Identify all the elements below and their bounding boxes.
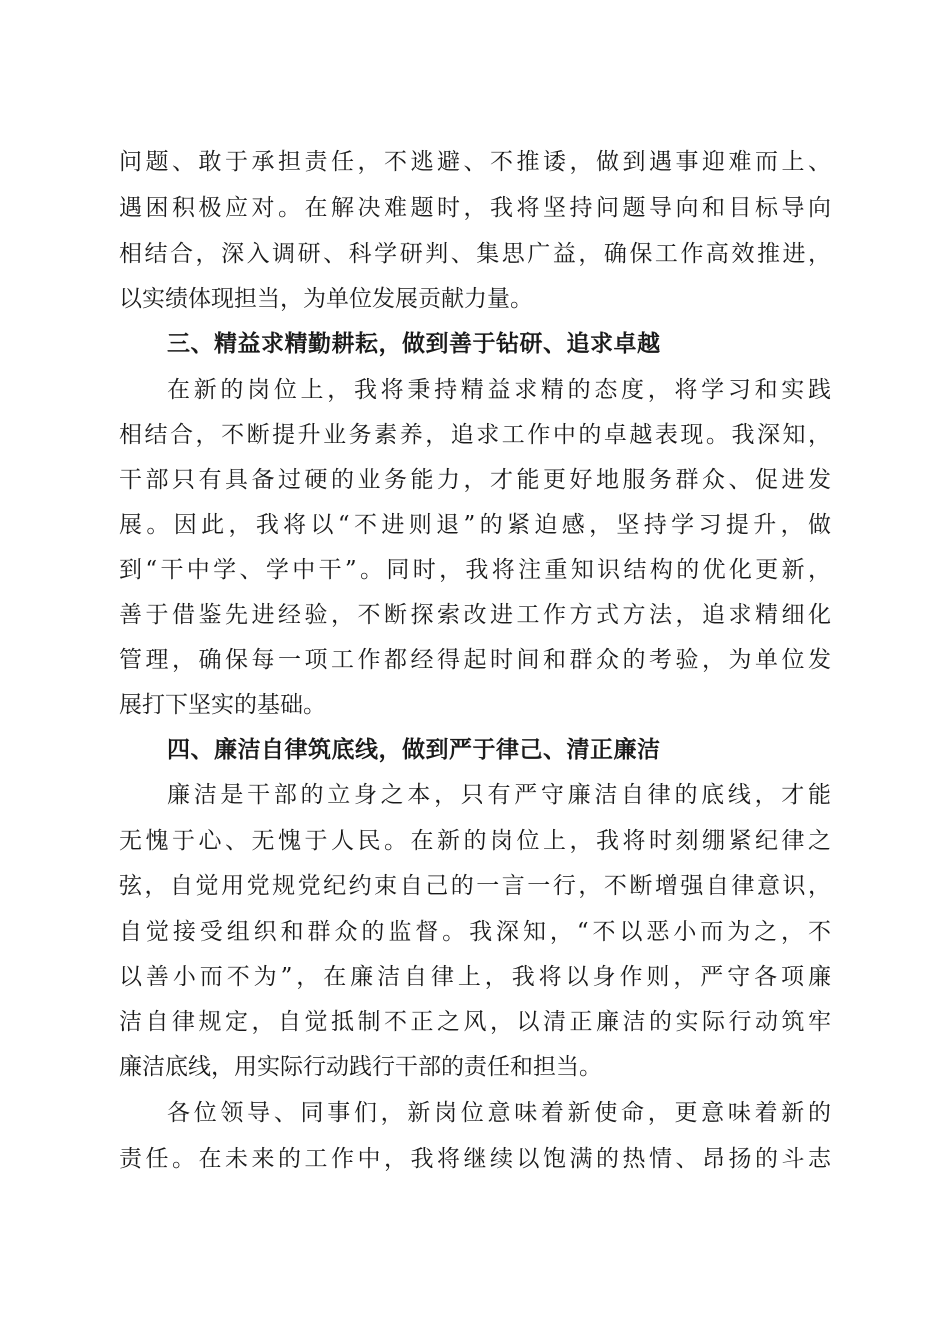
body-line: 责任。在未来的工作中，我将继续以饱满的热情、昂扬的斗志 — [119, 1146, 831, 1172]
body-line: 无愧于心、无愧于人民。在新的岗位上，我将时刻绷紧纪律之 — [119, 828, 831, 854]
body-line: 相结合，不断提升业务素养，追求工作中的卓越表现。我深知， — [119, 422, 831, 448]
body-line: 各位领导、同事们，新岗位意味着新使命，更意味着新的 — [167, 1100, 831, 1126]
body-line: 弦，自觉用党规党纪约束自己的一言一行，不断增强自律意识， — [119, 873, 831, 899]
body-line: 廉洁是干部的立身之本，只有严守廉洁自律的底线，才能 — [167, 782, 831, 808]
body-line: 遇困积极应对。在解决难题时，我将坚持问题导向和目标导向 — [119, 195, 831, 221]
body-line: 以实绩体现担当，为单位发展贡献力量。 — [119, 286, 533, 312]
body-line: 善于借鉴先进经验，不断探索改进工作方式方法，追求精细化 — [119, 602, 831, 628]
body-line: 问题、敢于承担责任，不逃避、不推诿，做到遇事迎难而上、 — [119, 149, 831, 175]
body-line: 自觉接受组织和群众的监督。我深知，“不以恶小而为之，不 — [119, 919, 831, 945]
body-line: 洁自律规定，自觉抵制不正之风，以清正廉洁的实际行动筑牢 — [119, 1009, 831, 1035]
body-line: 管理，确保每一项工作都经得起时间和群众的考验，为单位发 — [119, 647, 831, 673]
body-line: 到“干中学、学中干”。同时，我将注重知识结构的优化更新， — [119, 557, 831, 583]
body-line: 展。因此，我将以“不进则退”的紧迫感，坚持学习提升，做 — [119, 512, 831, 538]
body-line: 相结合，深入调研、科学研判、集思广益，确保工作高效推进， — [119, 241, 831, 267]
body-line: 干部只有具备过硬的业务能力，才能更好地服务群众、促进发 — [119, 467, 831, 493]
section-heading-4: 四、廉洁自律筑底线，做到严于律己、清正廉洁 — [167, 737, 661, 763]
body-line: 廉洁底线，用实际行动践行干部的责任和担当。 — [119, 1054, 602, 1080]
body-line: 在新的岗位上，我将秉持精益求精的态度，将学习和实践 — [167, 377, 831, 403]
body-line: 以善小而不为”，在廉洁自律上，我将以身作则，严守各项廉 — [119, 964, 831, 990]
section-heading-3: 三、精益求精勤耕耘，做到善于钻研、追求卓越 — [167, 331, 661, 357]
body-line: 展打下坚实的基础。 — [119, 692, 326, 718]
